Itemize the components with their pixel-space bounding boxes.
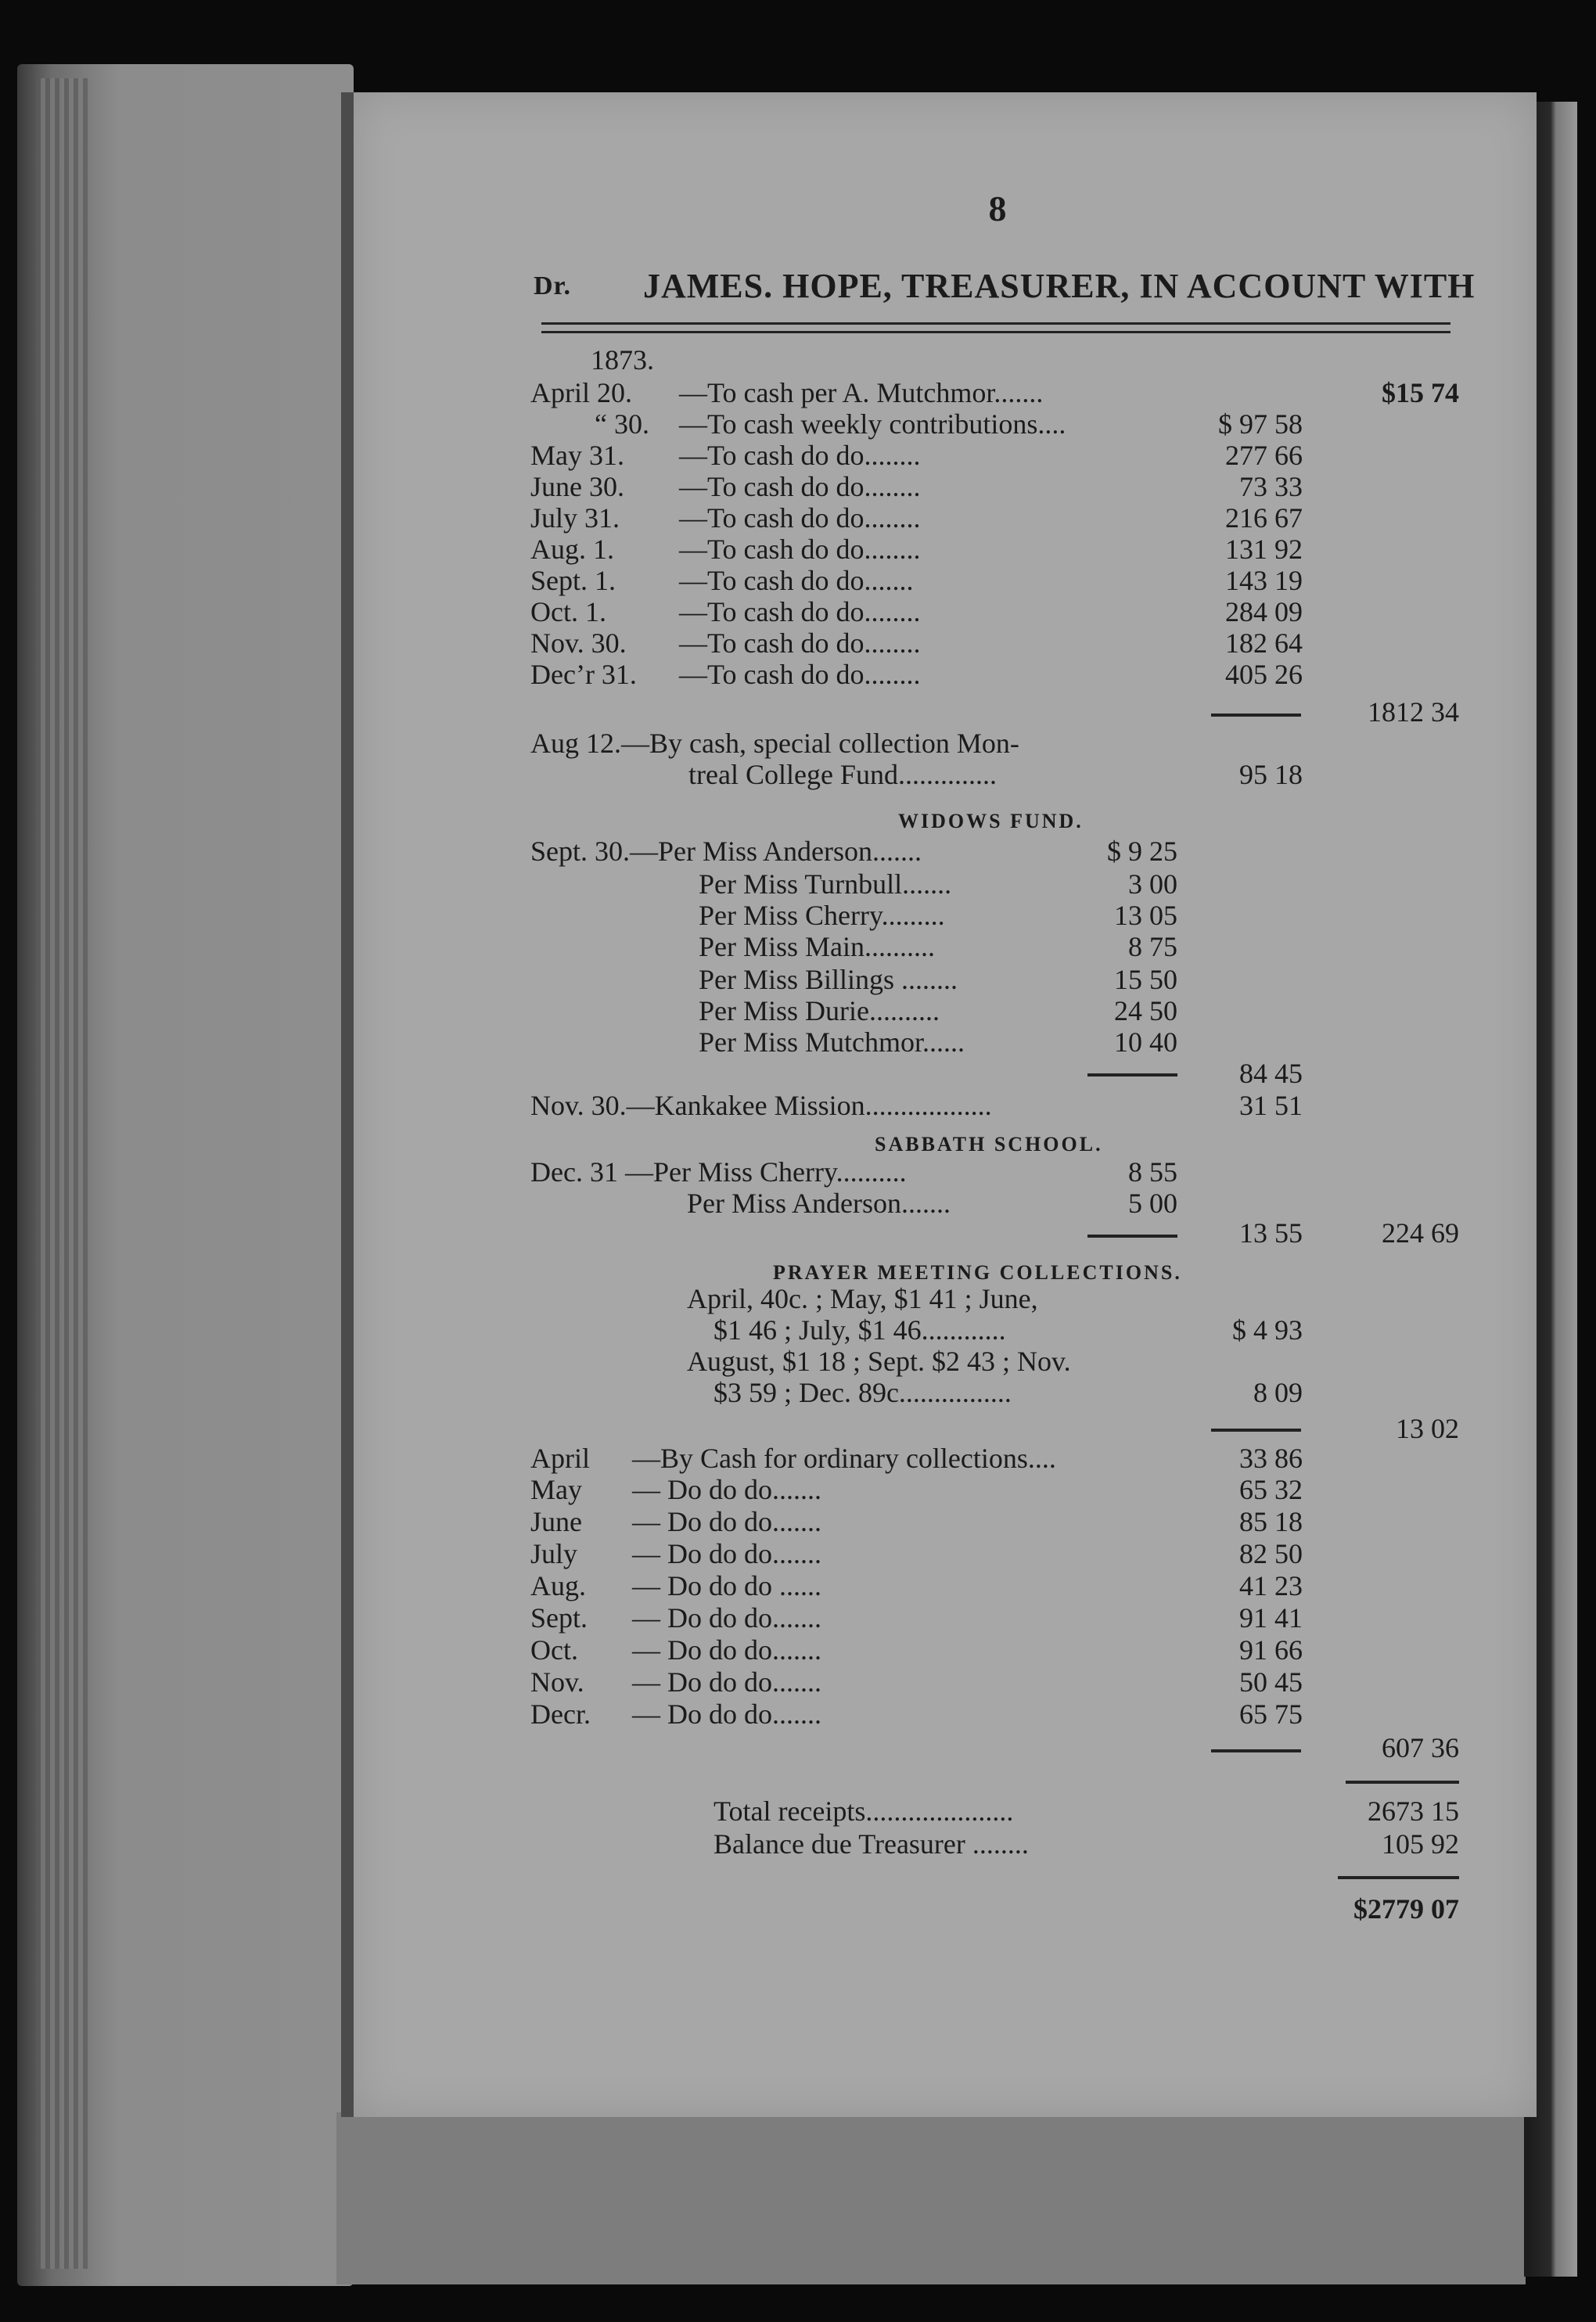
ordinary-total: 607 36 [1382,1732,1459,1763]
prayer-meeting-amount1: $ 4 93 [1232,1314,1303,1346]
sabbath-school-total: 13 55 [1239,1217,1303,1249]
total-receipts: 2673 15 [1368,1795,1459,1827]
subtotal-rule [1087,1073,1177,1077]
prayer-meeting-line1: April, 40c. ; May, $1 41 ; June, [687,1283,1038,1314]
row-amount: 50 45 [1239,1666,1303,1698]
row-desc: —To cash per A. Mutchmor....... [679,377,1044,408]
list-item-amount: 24 50 [1114,995,1177,1026]
page-edges [36,78,91,2269]
row-desc: —To cash do do........ [679,627,921,659]
list-item-amount: 10 40 [1114,1026,1177,1058]
prayer-meeting-line2: $1 46 ; July, $1 46............ [714,1314,1006,1346]
list-item: Per Miss Mutchmor...... [699,1026,965,1058]
balance-due: 105 92 [1382,1828,1459,1860]
row-total: $15 74 [1382,377,1459,408]
list-item: Per Miss Main.......... [699,931,936,962]
header-double-rule [541,322,1450,333]
header-dr: Dr. [534,271,572,300]
row-date: Nov. 30. [530,627,627,659]
row-desc: —To cash weekly contributions.... [679,408,1066,440]
row-amount: 284 09 [1225,596,1303,627]
prayer-meeting-line4: $3 59 ; Dec. 89c................ [714,1377,1012,1408]
row-desc: — Do do do....... [632,1602,821,1634]
row-date: Aug. 1. [530,534,614,565]
list-item-amount: 13 05 [1114,900,1177,931]
row-amount: 131 92 [1225,534,1303,565]
row-date: July 31. [530,502,620,534]
row-desc: — Do do do....... [632,1634,821,1666]
row-desc: —To cash do do........ [679,502,921,534]
widows-fund-heading: WIDOWS FUND. [898,810,1084,832]
row-date: Dec’r 31. [530,659,637,690]
row-amount: 91 66 [1239,1634,1303,1666]
row-amount: 405 26 [1225,659,1303,690]
sabbath-school-heading: SABBATH SCHOOL. [875,1133,1103,1156]
row-amount: 33 86 [1239,1443,1303,1474]
header-title: JAMES. HOPE, TREASURER, IN ACCOUNT WITH [643,267,1476,305]
row-month: Aug. [530,1570,586,1601]
row-desc: —To cash do do........ [679,440,921,471]
special-collection-amount: 95 18 [1239,759,1303,790]
row-date: “ 30. [595,408,649,440]
row-desc: — Do do do....... [632,1666,821,1698]
list-item: Per Miss Turnbull....... [699,868,952,900]
row-amount: 73 33 [1239,471,1303,502]
list-item: Per Miss Billings ........ [699,964,958,995]
list-item: Per Miss Durie.......... [699,995,940,1026]
row-date: Sept. 1. [530,565,616,596]
row-desc: — Do do do....... [632,1538,821,1569]
page-number: 8 [988,189,1007,228]
row-amount: $ 97 58 [1218,408,1303,440]
row-desc: —To cash do do........ [679,596,921,627]
row-desc: — Do do do....... [632,1698,821,1730]
list-item: Per Miss Anderson....... [687,1188,951,1219]
prayer-meeting-heading: PRAYER MEETING COLLECTIONS. [773,1261,1182,1284]
row-desc: —To cash do do........ [679,534,921,565]
row-desc: —By Cash for ordinary collections.... [632,1443,1056,1474]
section-grand-total: 224 69 [1382,1217,1459,1249]
list-item: Sept. 30.—Per Miss Anderson....... [530,836,922,867]
kankakee-amount: 31 51 [1239,1090,1303,1121]
widows-fund-total: 84 45 [1239,1058,1303,1089]
row-date: May 31. [530,440,624,471]
row-month: June [530,1506,582,1537]
row-amount: 65 75 [1239,1698,1303,1730]
subtotal-rule [1211,713,1301,717]
row-month: April [530,1443,590,1474]
list-item-amount: 8 75 [1128,931,1177,962]
total-receipts-label: Total receipts..................... [714,1795,1014,1827]
row-amount: 91 41 [1239,1602,1303,1634]
row-amount: 82 50 [1239,1538,1303,1569]
list-item-amount: 8 55 [1128,1156,1177,1188]
row-month: Oct. [530,1634,578,1666]
list-item-amount: 5 00 [1128,1188,1177,1219]
subtotal-rule [1211,1749,1301,1752]
subtotal-rule [1211,1429,1301,1432]
subtotal-rule [1087,1235,1177,1238]
row-desc: — Do do do....... [632,1474,821,1505]
row-amount: 277 66 [1225,440,1303,471]
total-rule [1338,1876,1459,1879]
row-month: Nov. [530,1666,584,1698]
row-desc: —To cash do do....... [679,565,914,596]
prayer-meeting-total: 13 02 [1396,1413,1459,1444]
balance-label: Balance due Treasurer ........ [714,1828,1029,1860]
cash-total: 1812 34 [1368,696,1459,728]
list-item-amount: $ 9 25 [1107,836,1177,867]
row-date: Oct. 1. [530,596,606,627]
row-month: July [530,1538,578,1569]
row-month: Decr. [530,1698,591,1730]
row-month: May [530,1474,582,1505]
row-desc: — Do do do ...... [632,1570,821,1601]
row-amount: 216 67 [1225,502,1303,534]
row-month: Sept. [530,1602,588,1634]
row-desc: —To cash do do........ [679,471,921,502]
row-amount: 65 32 [1239,1474,1303,1505]
list-item-amount: 3 00 [1128,868,1177,900]
list-item: Per Miss Cherry......... [699,900,945,931]
row-amount: 41 23 [1239,1570,1303,1601]
row-desc: — Do do do....... [632,1506,821,1537]
row-amount: 85 18 [1239,1506,1303,1537]
special-collection-line2: treal College Fund.............. [688,759,997,790]
row-amount: 143 19 [1225,565,1303,596]
list-item: Dec. 31 —Per Miss Cherry.......... [530,1156,907,1188]
grand-total: $2779 07 [1353,1893,1459,1925]
row-date: April 20. [530,377,632,408]
year-label: 1873. [591,344,654,376]
row-desc: —To cash do do........ [679,659,921,690]
list-item-amount: 15 50 [1114,964,1177,995]
underlying-page [336,2112,1526,2284]
special-collection-line1: Aug 12.—By cash, special collection Mon- [530,728,1019,759]
row-amount: 182 64 [1225,627,1303,659]
kankakee-mission: Nov. 30.—Kankakee Mission.................. [530,1090,992,1121]
prayer-meeting-amount2: 8 09 [1253,1377,1303,1408]
prayer-meeting-line3: August, $1 18 ; Sept. $2 43 ; Nov. [687,1346,1071,1377]
row-date: June 30. [530,471,624,502]
subtotal-rule [1346,1781,1459,1784]
